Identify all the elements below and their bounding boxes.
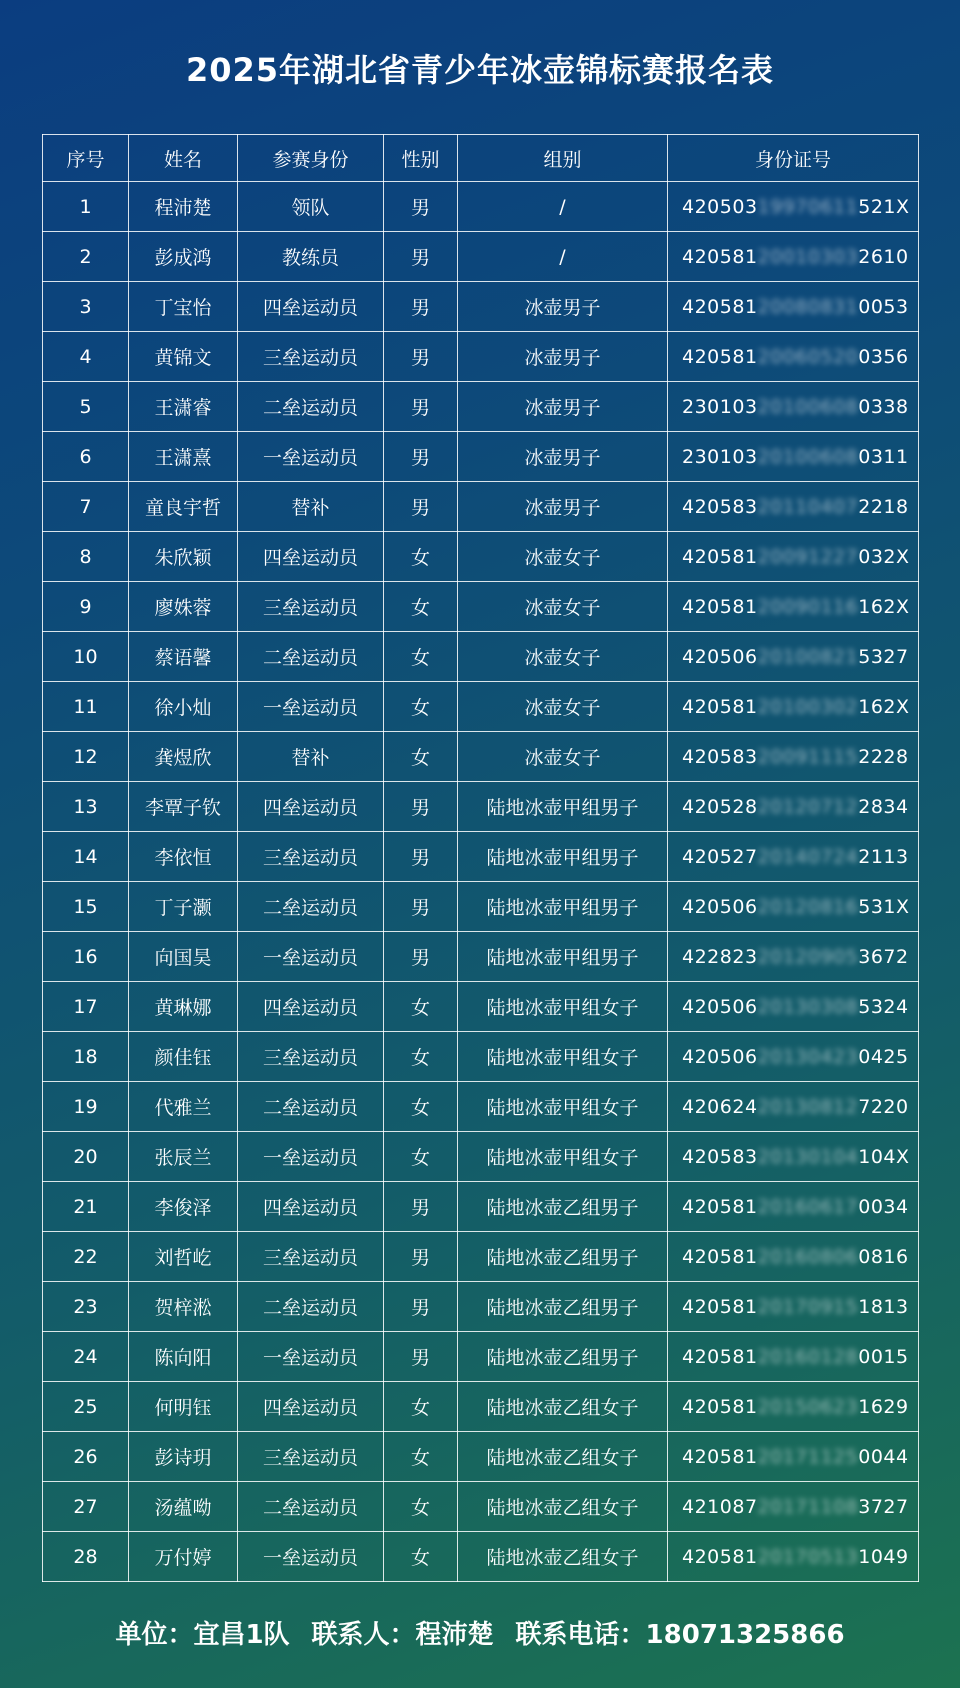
id-prefix: 422823 [682,945,758,968]
cell-role: 三垒运动员 [238,1232,384,1282]
table-row [43,682,919,732]
table-row [43,432,919,482]
cell-group: 冰壶男子 [458,332,668,382]
cell-no: 5 [43,382,129,432]
table-row [43,582,919,632]
cell-id-number [668,682,919,732]
table-row [43,1032,919,1082]
cell-id-number [668,282,919,332]
cell-no: 12 [43,732,129,782]
id-masked: 19970611 [757,195,859,218]
cell-role: 二垒运动员 [238,1082,384,1132]
cell-group: 陆地冰壶甲组女子 [458,1032,668,1082]
table-row [43,1082,919,1132]
cell-gender: 男 [384,382,458,432]
id-masked: 20140724 [757,845,859,868]
cell-gender: 男 [384,882,458,932]
cell-no: 7 [43,482,129,532]
id-masked: 20120905 [757,945,859,968]
id-masked: 20091115 [757,745,859,768]
id-suffix: 0311 [858,445,909,468]
id-suffix: 2610 [858,245,909,268]
cell-no: 1 [43,182,129,232]
id-masked: 20160617 [757,1195,859,1218]
table-row [43,1332,919,1382]
cell-role: 二垒运动员 [238,1282,384,1332]
table-row [43,1282,919,1332]
cell-id-number [668,1182,919,1232]
id-prefix: 420506 [682,995,758,1018]
cell-role: 替补 [238,732,384,782]
id-prefix: 420583 [682,495,758,518]
cell-name: 黄琳娜 [129,982,238,1032]
table-row [43,282,919,332]
table-row [43,332,919,382]
cell-gender: 女 [384,1382,458,1432]
table-row [43,982,919,1032]
cell-gender: 男 [384,1332,458,1382]
cell-id-number [668,1132,919,1182]
cell-gender: 男 [384,232,458,282]
id-masked: 20110407 [757,495,859,518]
table-row [43,532,919,582]
id-suffix: 5327 [858,645,909,668]
cell-role: 二垒运动员 [238,632,384,682]
id-suffix: 1629 [858,1395,909,1418]
cell-no: 24 [43,1332,129,1382]
id-prefix: 420581 [682,595,758,618]
cell-group: 冰壶男子 [458,482,668,532]
cell-id-number [668,832,919,882]
cell-group: 冰壶女子 [458,632,668,682]
id-masked: 20130423 [757,1045,859,1068]
cell-name: 丁宝怡 [129,282,238,332]
cell-id-number [668,782,919,832]
id-prefix: 230103 [682,395,758,418]
cell-name: 徐小灿 [129,682,238,732]
cell-role: 三垒运动员 [238,1432,384,1482]
id-prefix: 420503 [682,195,758,218]
cell-name: 龚煜欣 [129,732,238,782]
table-row [43,232,919,282]
cell-role: 四垒运动员 [238,532,384,582]
cell-name: 陈向阳 [129,1332,238,1382]
cell-gender: 女 [384,732,458,782]
id-prefix: 420581 [682,245,758,268]
table-row [43,632,919,682]
cell-gender: 女 [384,532,458,582]
id-masked: 20100608 [757,445,859,468]
cell-name: 童良宇哲 [129,482,238,532]
cell-id-number [668,532,919,582]
id-suffix: 104X [858,1145,910,1168]
cell-group: 陆地冰壶乙组男子 [458,1332,668,1382]
cell-no: 28 [43,1532,129,1582]
id-suffix: 3672 [858,945,909,968]
id-masked: 20060520 [757,345,859,368]
id-prefix: 420581 [682,1245,758,1268]
cell-name: 万付婷 [129,1532,238,1582]
id-suffix: 2218 [858,495,909,518]
id-prefix: 420506 [682,1045,758,1068]
id-suffix: 0053 [858,295,909,318]
table-row [43,1532,919,1582]
cell-id-number [668,1282,919,1332]
id-prefix: 420581 [682,1545,758,1568]
cell-role: 二垒运动员 [238,382,384,432]
id-masked: 20130308 [757,995,859,1018]
cell-group: 陆地冰壶乙组男子 [458,1232,668,1282]
cell-id-number [668,632,919,682]
id-masked: 20170513 [757,1545,859,1568]
cell-group: 陆地冰壶甲组男子 [458,932,668,982]
cell-role: 一垒运动员 [238,1532,384,1582]
cell-group: / [458,232,668,282]
cell-group: 冰壶女子 [458,732,668,782]
cell-name: 彭诗玥 [129,1432,238,1482]
id-prefix: 420583 [682,745,758,768]
footer-unit: 单位：宜昌1队 [115,1620,290,1650]
id-masked: 20150623 [757,1395,859,1418]
cell-role: 二垒运动员 [238,1482,384,1532]
table-body [43,182,919,1582]
table-row [43,882,919,932]
cell-name: 朱欣颖 [129,532,238,582]
cell-gender: 男 [384,332,458,382]
cell-gender: 男 [384,932,458,982]
cell-id-number [668,432,919,482]
cell-role: 教练员 [238,232,384,282]
cell-role: 四垒运动员 [238,982,384,1032]
cell-role: 三垒运动员 [238,332,384,382]
cell-no: 20 [43,1132,129,1182]
id-prefix: 420624 [682,1095,758,1118]
cell-group: 陆地冰壶乙组女子 [458,1382,668,1432]
id-suffix: 7220 [858,1095,909,1118]
id-suffix: 531X [858,895,910,918]
cell-group: 陆地冰壶甲组男子 [458,882,668,932]
cell-name: 何明钰 [129,1382,238,1432]
id-suffix: 0044 [858,1445,909,1468]
cell-gender: 女 [384,1532,458,1582]
id-prefix: 420581 [682,1195,758,1218]
id-suffix: 0356 [858,345,909,368]
cell-gender: 男 [384,1282,458,1332]
cell-name: 彭成鸿 [129,232,238,282]
cell-no: 16 [43,932,129,982]
cell-gender: 男 [384,282,458,332]
id-prefix: 420528 [682,795,758,818]
cell-id-number [668,732,919,782]
cell-id-number [668,1082,919,1132]
cell-no: 27 [43,1482,129,1532]
table-row [43,732,919,782]
cell-role: 四垒运动员 [238,1382,384,1432]
footer-phone: 联系电话：18071325866 [515,1620,845,1650]
cell-name: 蔡语馨 [129,632,238,682]
cell-gender: 女 [384,1482,458,1532]
cell-gender: 男 [384,1182,458,1232]
cell-no: 2 [43,232,129,282]
cell-name: 王潇睿 [129,382,238,432]
cell-no: 19 [43,1082,129,1132]
id-masked: 20100302 [757,695,859,718]
cell-group: 陆地冰壶甲组男子 [458,832,668,882]
id-masked: 20091227 [757,545,859,568]
id-suffix: 162X [858,695,910,718]
cell-group: 陆地冰壶乙组女子 [458,1432,668,1482]
cell-role: 替补 [238,482,384,532]
cell-no: 13 [43,782,129,832]
cell-role: 一垒运动员 [238,432,384,482]
cell-group: 冰壶女子 [458,532,668,582]
cell-name: 王潇熹 [129,432,238,482]
cell-name: 向国昊 [129,932,238,982]
cell-id-number [668,982,919,1032]
cell-no: 11 [43,682,129,732]
cell-no: 8 [43,532,129,582]
cell-gender: 男 [384,782,458,832]
cell-role: 领队 [238,182,384,232]
cell-no: 21 [43,1182,129,1232]
cell-group: 陆地冰壶甲组女子 [458,1132,668,1182]
cell-id-number [668,382,919,432]
cell-name: 贺梓淞 [129,1282,238,1332]
cell-no: 22 [43,1232,129,1282]
cell-gender: 男 [384,1232,458,1282]
header-id-number: 身份证号 [668,135,919,182]
cell-gender: 女 [384,1132,458,1182]
table-row [43,482,919,532]
id-suffix: 2834 [858,795,909,818]
cell-gender: 女 [384,982,458,1032]
cell-no: 23 [43,1282,129,1332]
id-prefix: 420506 [682,645,758,668]
cell-id-number [668,1332,919,1382]
cell-role: 三垒运动员 [238,582,384,632]
table-row [43,1232,919,1282]
cell-name: 张辰兰 [129,1132,238,1182]
cell-group: 陆地冰壶乙组男子 [458,1282,668,1332]
table-row [43,1132,919,1182]
cell-id-number [668,182,919,232]
cell-gender: 男 [384,482,458,532]
cell-group: 陆地冰壶甲组男子 [458,782,668,832]
id-masked: 20120816 [757,895,859,918]
cell-role: 三垒运动员 [238,1032,384,1082]
id-masked: 20090116 [757,595,859,618]
cell-group: 冰壶男子 [458,282,668,332]
cell-group: 冰壶女子 [458,582,668,632]
page-title: 2025年湖北省青少年冰壶锦标赛报名表 [185,51,775,89]
cell-role: 一垒运动员 [238,1132,384,1182]
id-suffix: 032X [858,545,910,568]
cell-gender: 男 [384,832,458,882]
cell-name: 颜佳钰 [129,1032,238,1082]
table-row [43,1432,919,1482]
id-prefix: 420581 [682,295,758,318]
id-masked: 20120712 [757,795,859,818]
table-row [43,932,919,982]
id-masked: 20010303 [757,245,859,268]
cell-id-number [668,882,919,932]
cell-name: 刘哲屹 [129,1232,238,1282]
id-suffix: 0338 [858,395,909,418]
header-gender: 性别 [384,135,458,182]
table-row [43,182,919,232]
table-header-row [43,135,919,182]
cell-role: 四垒运动员 [238,782,384,832]
cell-name: 李俊泽 [129,1182,238,1232]
cell-id-number [668,1532,919,1582]
id-suffix: 1049 [858,1545,909,1568]
id-suffix: 0015 [858,1345,909,1368]
id-prefix: 420581 [682,345,758,368]
cell-name: 黄锦文 [129,332,238,382]
cell-gender: 女 [384,1082,458,1132]
cell-group: / [458,182,668,232]
table-row [43,782,919,832]
cell-group: 冰壶女子 [458,682,668,732]
cell-name: 丁子灏 [129,882,238,932]
cell-id-number [668,932,919,982]
id-prefix: 420581 [682,695,758,718]
id-suffix: 521X [858,195,910,218]
id-prefix: 420581 [682,1395,758,1418]
cell-group: 陆地冰壶甲组女子 [458,1082,668,1132]
id-prefix: 420506 [682,895,758,918]
id-masked: 20171108 [757,1495,859,1518]
header-group: 组别 [458,135,668,182]
cell-gender: 女 [384,582,458,632]
id-suffix: 0034 [858,1195,909,1218]
cell-gender: 男 [384,432,458,482]
id-suffix: 3727 [858,1495,909,1518]
cell-id-number [668,332,919,382]
table-row [43,832,919,882]
cell-gender: 女 [384,1032,458,1082]
cell-role: 一垒运动员 [238,932,384,982]
id-masked: 20130812 [757,1095,859,1118]
id-masked: 20160806 [757,1245,859,1268]
cell-name: 李覃子钦 [129,782,238,832]
id-masked: 20160128 [757,1345,859,1368]
id-masked: 20170915 [757,1295,859,1318]
id-masked: 20080831 [757,295,859,318]
cell-no: 14 [43,832,129,882]
cell-gender: 女 [384,682,458,732]
id-masked: 20100608 [757,395,859,418]
id-masked: 20100821 [757,645,859,668]
cell-no: 6 [43,432,129,482]
cell-gender: 男 [384,182,458,232]
cell-gender: 女 [384,632,458,682]
cell-no: 3 [43,282,129,332]
id-masked: 20130104 [757,1145,859,1168]
id-suffix: 162X [858,595,910,618]
table-row [43,1182,919,1232]
id-prefix: 230103 [682,445,758,468]
header-role: 参赛身份 [238,135,384,182]
cell-no: 9 [43,582,129,632]
header-name: 姓名 [129,135,238,182]
cell-no: 17 [43,982,129,1032]
id-suffix: 0425 [858,1045,909,1068]
cell-id-number [668,232,919,282]
id-prefix: 420583 [682,1145,758,1168]
cell-id-number [668,482,919,532]
id-prefix: 420581 [682,1345,758,1368]
id-suffix: 2228 [858,745,909,768]
cell-role: 三垒运动员 [238,832,384,882]
id-suffix: 0816 [858,1245,909,1268]
cell-group: 冰壶男子 [458,382,668,432]
registration-table [42,134,919,1582]
cell-no: 10 [43,632,129,682]
id-masked: 20171125 [757,1445,859,1468]
cell-no: 25 [43,1382,129,1432]
id-prefix: 420527 [682,845,758,868]
cell-id-number [668,1482,919,1532]
cell-name: 汤蕴呦 [129,1482,238,1532]
cell-role: 一垒运动员 [238,1332,384,1382]
id-suffix: 2113 [858,845,909,868]
id-suffix: 5324 [858,995,909,1018]
cell-group: 陆地冰壶乙组男子 [458,1182,668,1232]
cell-id-number [668,1032,919,1082]
cell-no: 18 [43,1032,129,1082]
cell-group: 冰壶男子 [458,432,668,482]
id-prefix: 421087 [682,1495,758,1518]
cell-name: 李依恒 [129,832,238,882]
cell-gender: 女 [384,1432,458,1482]
cell-role: 一垒运动员 [238,682,384,732]
table-row [43,1382,919,1432]
cell-id-number [668,582,919,632]
cell-group: 陆地冰壶甲组女子 [458,982,668,1032]
cell-name: 代雅兰 [129,1082,238,1132]
cell-role: 二垒运动员 [238,882,384,932]
id-suffix: 1813 [858,1295,909,1318]
cell-no: 4 [43,332,129,382]
table-row [43,382,919,432]
id-prefix: 420581 [682,545,758,568]
cell-no: 26 [43,1432,129,1482]
header-no: 序号 [43,135,129,182]
id-prefix: 420581 [682,1445,758,1468]
table-row [43,1482,919,1532]
footer-contact-person: 联系人：程沛楚 [311,1620,494,1650]
cell-group: 陆地冰壶乙组女子 [458,1482,668,1532]
footer-contact [0,1610,960,1660]
cell-id-number [668,1432,919,1482]
cell-id-number [668,1382,919,1432]
cell-name: 廖姝蓉 [129,582,238,632]
cell-name: 程沛楚 [129,182,238,232]
id-prefix: 420581 [682,1295,758,1318]
cell-id-number [668,1232,919,1282]
cell-role: 四垒运动员 [238,1182,384,1232]
cell-role: 四垒运动员 [238,282,384,332]
cell-no: 15 [43,882,129,932]
cell-group: 陆地冰壶乙组女子 [458,1532,668,1582]
